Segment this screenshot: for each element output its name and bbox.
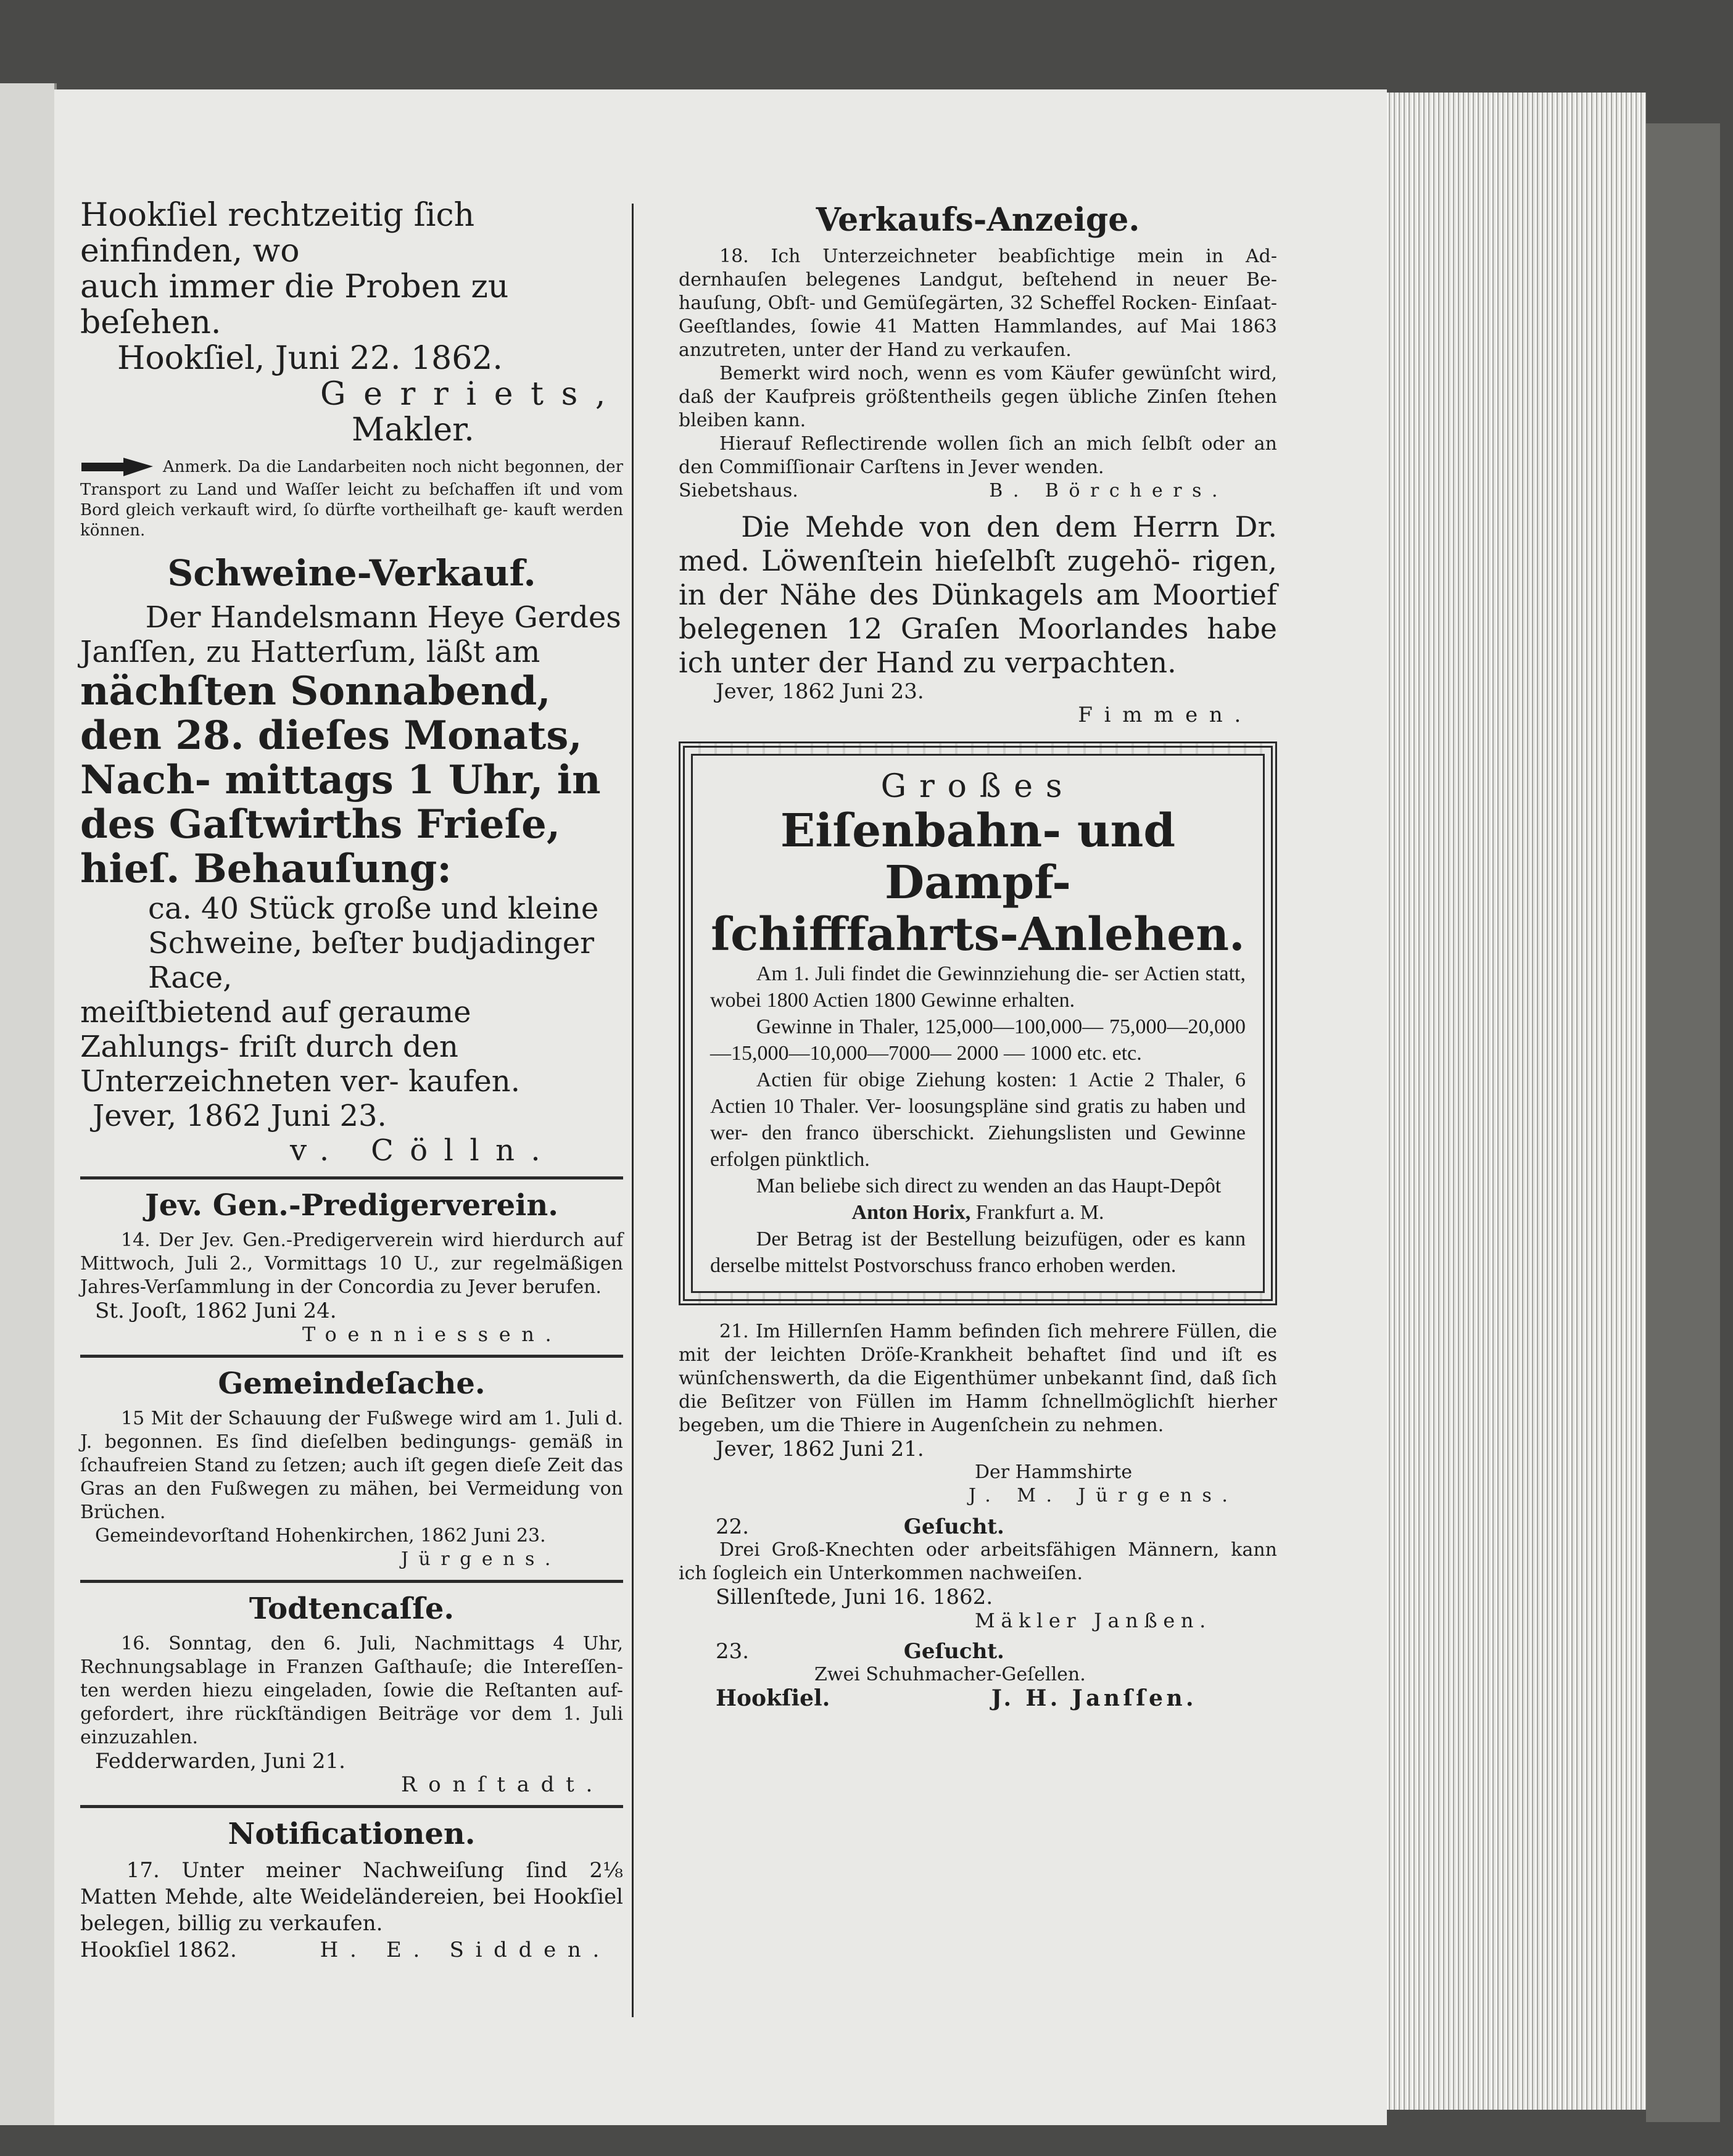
section-rule <box>80 1805 623 1808</box>
gesucht-23-num: 23. <box>716 1639 750 1664</box>
mehde-signature: Fimmen. <box>1078 703 1252 727</box>
column-divider <box>632 204 634 2017</box>
gesucht-23-place: Hookſiel. <box>716 1685 830 1711</box>
anlehen-p1: Am 1. Juli findet die Gewinnziehung die- ser Actien statt, wobei 1800 Actien 1800 Gewinne erhalten. <box>710 962 1246 1012</box>
anlehen-p2: Gewinne in Thaler, 125,000—100,000— 75,000—20,000—15,000—10,000—7000— 2000 — 1000 etc. etc. <box>710 1015 1246 1065</box>
gemeindesache-date: Gemeindevorſtand Hohenkirchen, 1862 Juni 23. <box>95 1525 546 1547</box>
left-column <box>80 197 623 1964</box>
notificationen-date: Hookſiel 1862. <box>80 1938 237 1962</box>
hookfiel-line-2: auch immer die Proben zu beſehen. <box>80 268 509 341</box>
anlehen-head-2b: ſchifffahrts-Anlehen. <box>711 908 1245 961</box>
section-rule <box>80 1580 623 1583</box>
fuellen-text: 21. Im Hillernſen Hamm befinden ſich mehrere Füllen, die mit der leichten Dröſe-Krankheit behaftet ſind und iſt es wünſchenswerth, da die Eigenthümer unbekannt ſind, daß ſich die Beſitzer von Füllen im Hamm ſchnellmöglichſt hierher begeben, um die Thiere in Augenſchein zu nehmen. <box>679 1321 1277 1436</box>
gesucht-23-title: Geſucht. <box>903 1639 1004 1664</box>
todtencasse-signature: Ronſtadt. <box>401 1772 605 1797</box>
gesucht-22-text: Drei Groß-Knechten oder arbeitsfähigen Männern, kann ich ſogleich ein Unterkommen nachweiſen. <box>679 1539 1277 1584</box>
section-rule <box>80 1355 623 1358</box>
verkaufs-title: Verkaufs-Anzeige. <box>816 201 1140 239</box>
predigerverein-text: 14. Der Jev. Gen.-Predigerverein wird hierdurch auf Mittwoch, Juli 2., Vormittags 10 U., zur regelmäßigen Jahres-Verſammlung in der Concordia zu Jever berufen. <box>80 1229 623 1298</box>
notificationen-title: Notificationen. <box>228 1817 476 1851</box>
anlehen-advertisement <box>679 741 1277 1305</box>
fuellen-notice <box>679 1320 1277 1508</box>
schweine-place-date: Jever, 1862 Juni 23. <box>93 1099 387 1133</box>
right-column <box>679 197 1277 1710</box>
todtencasse-date: Fedderwarden, Juni 21. <box>95 1749 345 1774</box>
notificationen-text: 17. Unter meiner Nachweiſung ſind 2⅛ Matten Mehde, alte Weideländereien, bei Hookſiel belegen, billig zu verkaufen. <box>80 1858 623 1936</box>
fuellen-sig-2: J. M. Jürgens. <box>969 1485 1238 1506</box>
gemeindesache-notice <box>80 1366 623 1571</box>
gesucht-22-title: Geſucht. <box>903 1514 1004 1539</box>
gemeindesache-title: Gemeindeſache. <box>218 1366 486 1401</box>
gesucht-22-date: Sillenſtede, Juni 16. 1862. <box>716 1585 993 1609</box>
anlehen-head-2a: Eiſenbahn- und Dampf- <box>780 804 1176 909</box>
predigerverein-signature: Toenniessen. <box>302 1323 563 1346</box>
gesucht-22 <box>679 1515 1277 1632</box>
verkaufs-anzeige <box>679 201 1277 503</box>
hookfiel-signature: Gerriets, <box>320 376 623 413</box>
anlehen-city: Frankfurt a. M. <box>975 1201 1104 1224</box>
gesucht-23-signature: J. H. Janſſen. <box>991 1685 1197 1711</box>
schweine-rest: meiſtbietend auf geraume Zahlungs- friſt durch den Unterzeichneten ver- kaufen. <box>80 995 520 1099</box>
anlehen-p4: Man beliebe sich direct zu wenden an das Haupt-Depôt <box>756 1175 1222 1197</box>
hookfiel-line-1: Hookſiel rechtzeitig ſich einfinden, wo <box>80 197 475 270</box>
mehde-notice <box>679 510 1277 727</box>
pointing-hand-icon <box>80 455 154 480</box>
hookfiel-title: Makler. <box>352 411 474 448</box>
gesucht-23-text: Zwei Schuhmacher-Geſellen. <box>814 1664 1086 1685</box>
todtencasse-text: 16. Sonntag, den 6. Juli, Nachmittags 4 Uhr, Rechnungsablage in Franzen Gaſthauſe; die Intereſſen- ten werden hiezu eingeladen, ſowie die Reſtanten auf- gefordert, ihre rückſtändigen Beiträge vor dem 1. Juli einzuzahlen. <box>80 1633 623 1748</box>
anmerk-text: Anmerk. Da die Landarbeiten noch nicht begonnen, der Transport zu Land und Waſſer leicht zu beſchaffen iſt und vom Bord gleich verkauft wird, ſo dürfte vortheilhaft ge- kauft werden können. <box>80 458 623 540</box>
schweine-signature: v. Cölln. <box>290 1133 557 1168</box>
verkaufs-text: 18. Ich Unterzeichneter beabſichtige mein in Ad- dernhauſen belegenes Landgut, beſtehend in neuer Be- hauſung, Obſt- und Gemüſegärten, 32 Scheffel Rocken- Einſaat-Geeſtlandes, ſowie 41 Matten Hammlandes, auf Mai 1863 anzutreten, unter der Hand zu verkaufen. <box>679 246 1277 361</box>
notificationen-signature: H. E. Sidden. <box>320 1938 611 1962</box>
notificationen-notice <box>80 1817 623 1964</box>
anmerk-note <box>80 455 623 541</box>
predigerverein-title: Jev. Gen.-Predigerverein. <box>144 1188 558 1223</box>
hookfiel-date: Hookſiel, Juni 22. 1862. <box>117 340 503 377</box>
verkaufs-contact: Hierauf Reflectirende wollen ſich an mich ſelbſt oder an den Commiſſionair Carſtens in Jever wenden. <box>679 433 1277 478</box>
todtencasse-notice <box>80 1592 623 1796</box>
gesucht-22-num: 22. <box>716 1514 750 1539</box>
section-rule <box>80 1176 623 1179</box>
gesucht-23 <box>679 1640 1277 1710</box>
schweine-title: Schweine-Verkauf. <box>167 552 536 594</box>
schweine-intro: Der Handelsmann Heye Gerdes Janſſen, zu Hatterſum, läßt am <box>80 600 621 669</box>
schweine-verkauf <box>80 552 623 1168</box>
anlehen-p3: Actien für obige Ziehung kosten: 1 Actie 2 Thaler, 6 Actien 10 Thaler. Ver- loosungspläne sind gratis zu haben und wer- den franco überschickt. Ziehungslisten und Gewinne erfolgen pünktlich. <box>710 1068 1246 1171</box>
gesucht-22-signature: Mäkler Janßen. <box>975 1609 1212 1632</box>
verkaufs-signature: B. Börchers. <box>989 480 1228 502</box>
predigerverein-notice <box>80 1188 623 1346</box>
hookfiel-notice <box>80 197 623 448</box>
gemeindesache-signature: Jürgens. <box>401 1548 561 1570</box>
mehde-date: Jever, 1862 Juni 23. <box>716 679 924 704</box>
mehde-text: Die Mehde von den dem Herrn Dr. med. Löwenſtein hieſelbſt zugehö- rigen, in der Nähe des Dünkagels am Moortief belegenen 12 Graſen Moorlandes habe ich unter der Hand zu verpachten. <box>679 510 1277 679</box>
fuellen-date: Jever, 1862 Juni 21. <box>716 1437 924 1461</box>
todtencasse-title: Todtencaſſe. <box>249 1592 455 1626</box>
schweine-items: ca. 40 Stück große und kleine Schweine, beſter budjadinger Race, <box>148 891 599 995</box>
anlehen-head-1: Großes <box>880 768 1075 805</box>
verkaufs-place: Siebetshaus. <box>679 480 798 502</box>
anlehen-name: Anton Horix, <box>851 1201 971 1224</box>
schweine-date-bold: nächſten Sonnabend, den 28. dieſes Monats, Nach- mittags 1 Uhr, in des Gaſtwirths Frieſe, hieſ. Behauſung: <box>80 668 601 892</box>
gemeindesache-text: 15 Mit der Schauung der Fußwege wird am 1. Juli d. J. begonnen. Es ſind dieſelben bedingungs- gemäß in ſchaufreien Stand zu ſetzen; auch iſt gegen dieſe Zeit das Gras an den Fußwegen zu mähen, bei Vermeidung von Brüchen. <box>80 1408 623 1523</box>
fuellen-sig-1: Der Hammshirte <box>975 1461 1133 1483</box>
verkaufs-note: Bemerkt wird noch, wenn es vom Käufer gewünſcht wird, daß der Kaufpreis größtentheils gegen übliche Zinſen ſtehen bleiben kann. <box>679 363 1277 431</box>
previous-page-edge <box>0 83 57 2125</box>
anlehen-p5: Der Betrag ist der Bestellung beizufügen, oder es kann derselbe mittelst Postvorschuss franco erhoben werden. <box>710 1228 1246 1277</box>
book-binding <box>1646 123 1720 2122</box>
book-page-edges <box>1387 93 1646 2110</box>
predigerverein-date: St. Jooſt, 1862 Juni 24. <box>95 1299 337 1323</box>
